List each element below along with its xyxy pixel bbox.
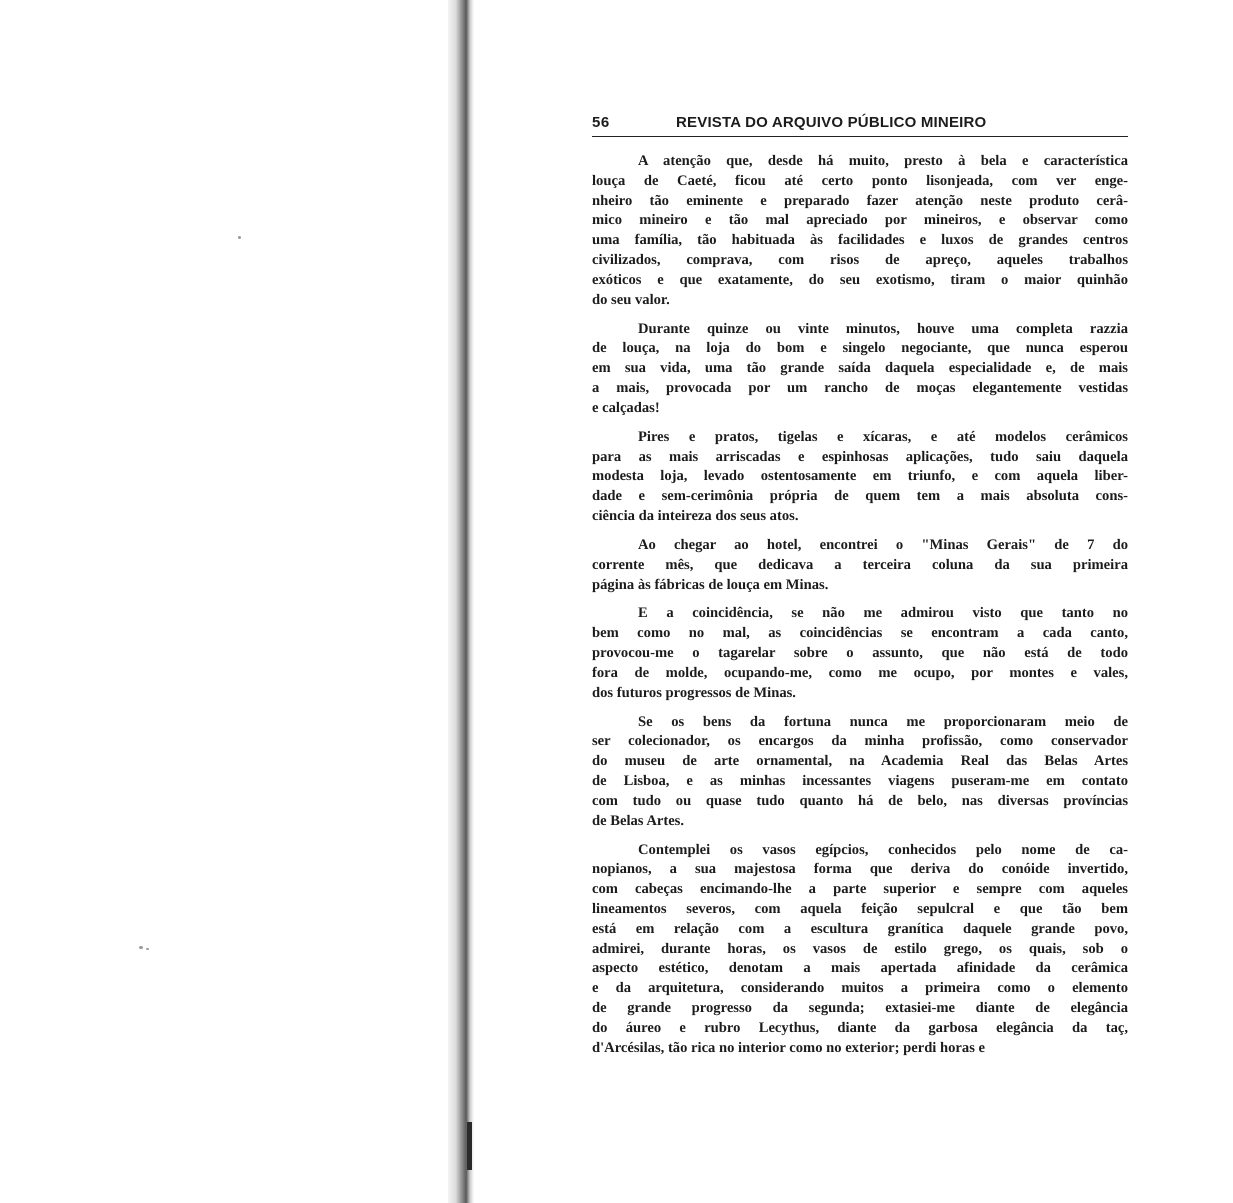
body-text [592,152,1128,1182]
text-line: com cabeças encimando-lhe a parte superior e sempre com aqueles [592,881,1128,898]
text-line: Ao chegar ao hotel, encontrei o "Minas Gerais" de 7 do [638,536,1128,553]
text-line: Contemplei os vasos egípcios, conhecidos pelo nome de ca- [638,841,1128,858]
text-line: está em relação com a escultura granítica daquele grande povo, [592,920,1128,937]
text-line: com tudo ou quase tudo quanto há de belo, nas diversas províncias [592,792,1128,809]
text-line: civilizados, comprava, com risos de apreço, aqueles trabalhos [592,251,1128,268]
text-line: nopianos, a sua majestosa forma que deriva do conóide invertido, [592,861,1128,878]
paper-speck [238,236,241,239]
text-line: Pires e pratos, tigelas e xícaras, e até modelos cerâmicos [638,428,1128,445]
paper-speck [146,948,149,950]
text-line: do museu de arte ornamental, na Academia Real das Belas Artes [592,753,1128,770]
text-line: bem como no mal, as coincidências se encontram a cada canto, [592,625,1128,642]
paragraph-gap [592,419,1128,428]
text-line: e da arquitetura, considerando muitos a primeira como o elemento [592,980,1128,997]
paragraph [592,152,1128,310]
text-line: provocou-me o tagarelar sobre o assunto, que não está de todo [592,645,1128,662]
running-title: REVISTA DO ARQUIVO PÚBLICO MINEIRO [676,114,987,131]
text-line: A atenção que, desde há muito, presto à bela e característica [638,153,1128,169]
text-line: aspecto estético, denotam a mais apertada afinidade da cerâmica [592,960,1128,977]
text-line: a mais, provocada por um rancho de moças elegantemente vestidas [592,379,1128,396]
text-line: para as mais arriscadas e espinhosas aplicações, tudo saiu daquela [592,448,1128,465]
book-gutter [448,0,474,1203]
text-line: dos futuros progressos de Minas. [592,684,796,701]
text-line: admirei, durante horas, os vasos de estilo grego, os quais, sob o [592,940,1128,957]
paragraph-gap [592,703,1128,712]
paragraph-gap [592,310,1128,319]
paragraph [592,604,1128,703]
text-line: de Lisboa, e as minhas incessantes viagens puseram-me em contato [592,773,1128,790]
text-line: modesta loja, levado ostentosamente em triunfo, e com aquela liber- [592,468,1128,485]
text-line: corrente mês, que dedicava a terceira coluna da sua primeira [592,556,1128,573]
text-line: do seu valor. [592,291,670,308]
text-line: ser colecionador, os encargos da minha profissão, como conservador [592,733,1128,750]
paragraph-gap [592,595,1128,604]
text-line: de grande progresso da segunda; extasiei-me diante de elegância [592,1000,1128,1016]
text-line: Se os bens da fortuna nunca me proporcionaram meio de [638,713,1128,730]
text-line: lineamentos severos, com aquela feição sepulcral e que tão bem [592,901,1128,918]
text-line: louça de Caeté, ficou até certo ponto lisonjeada, com ver enge- [592,172,1128,189]
text-line: página às fábricas de louça em Minas. [592,576,829,593]
paragraph [592,536,1128,595]
text-line: de louça, na loja do bom e singelo negociante, que nunca esperou [592,340,1128,357]
text-line: nheiro tão eminente e preparado fazer atenção neste produto cerâ- [592,192,1128,209]
text-line: do áureo e rubro Lecythus, diante da garbosa elegância da taç, [592,1019,1128,1036]
text-line: em sua vida, uma tão grande saída daquela especialidade e, de mais [592,360,1128,377]
text-line: e calçadas! [592,399,660,416]
page-header [592,114,1128,137]
paragraph [592,428,1128,527]
text-line: fora de molde, ocupando-me, como me ocupo, por montes e vales, [592,664,1128,681]
paragraph [592,713,1128,832]
paragraph-gap [592,831,1128,840]
text-line: d'Arcésilas, tão rica no interior como no exterior; perdi horas e [592,1039,986,1056]
text-line: exóticos e que exatamente, do seu exotismo, tiram o maior quinhão [592,271,1128,288]
binding-mark [467,1122,472,1170]
paper-speck [139,946,143,949]
text-line: uma família, tão habituada às facilidades e luxos de grandes centros [592,232,1128,249]
text-line: Durante quinze ou vinte minutos, houve uma completa razzia [638,320,1128,337]
text-line: dade e sem-cerimônia própria de quem tem a mais absoluta cons- [592,488,1128,505]
paragraph-gap [592,527,1128,536]
paragraph [592,841,1128,1059]
paragraph [592,320,1128,419]
text-line: ciência da inteireza dos seus atos. [592,507,799,524]
text-line: mico mineiro e tão mal apreciado por mineiros, e observar como [592,212,1128,229]
page-number: 56 [592,114,610,131]
text-line: E a coincidência, se não me admirou visto que tanto no [638,605,1128,622]
text-line: de Belas Artes. [592,812,685,829]
